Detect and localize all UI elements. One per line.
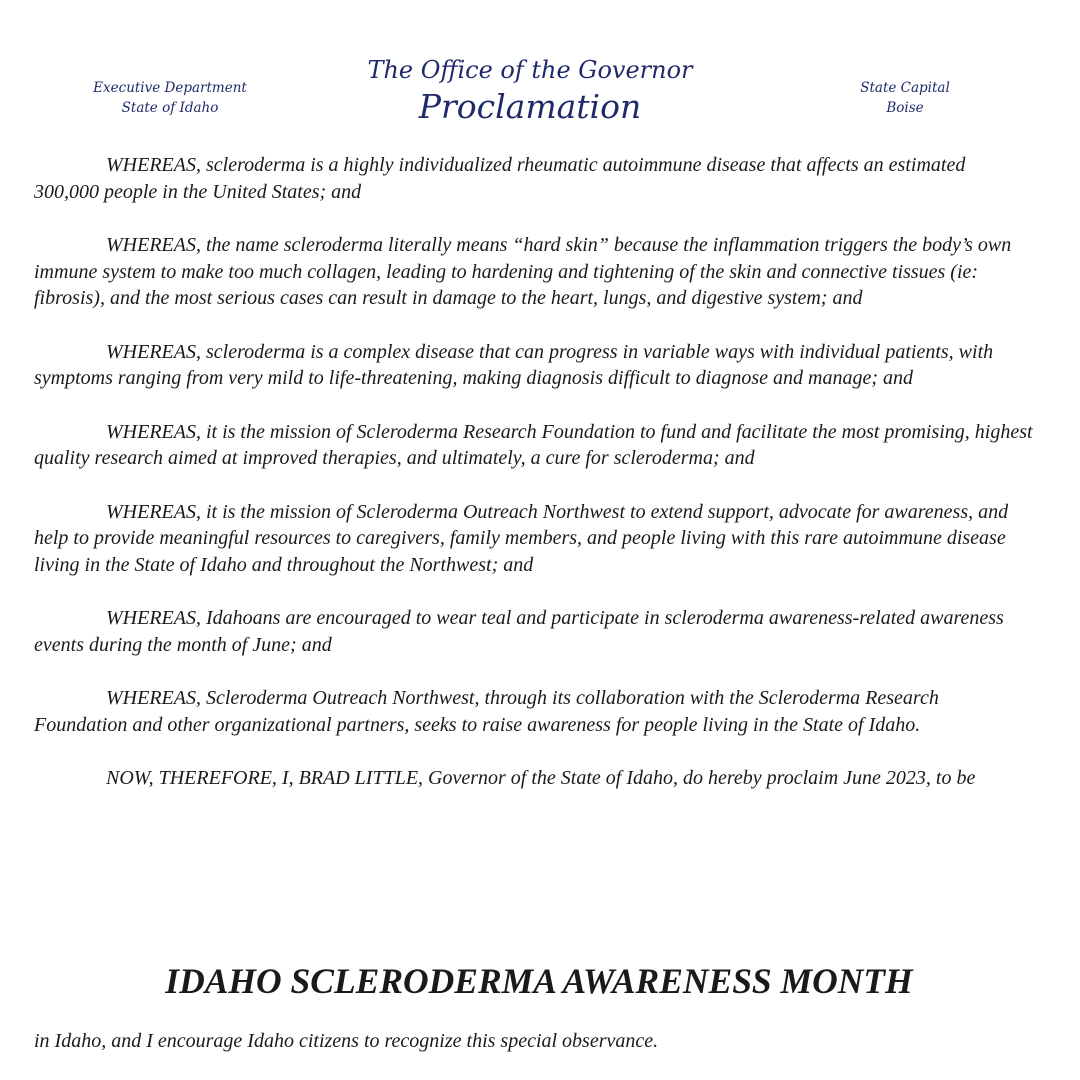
state-capital-label xyxy=(820,78,990,118)
governor-office-heading xyxy=(320,54,740,128)
office-title: The Office of the Governor xyxy=(367,56,693,84)
whereas-paragraph: WHEREAS, it is the mission of Scleroderma Research Foundation to fund and facilitate the most promising, highest quality research aimed at improved therapies, and ultimately, a cure for scleroderma; and xyxy=(34,420,1033,469)
proclamation-title: Proclamation xyxy=(418,87,642,126)
boise-line: Boise xyxy=(886,100,924,116)
whereas-paragraph: WHEREAS, Idahoans are encouraged to wear teal and participate in scleroderma awareness-related awareness events during the month of June; and xyxy=(34,607,1004,656)
executive-department-label xyxy=(60,78,280,118)
executive-department-line: Executive Department xyxy=(93,80,247,96)
now-therefore-paragraph: NOW, THEREFORE, I, BRAD LITTLE, Governor of the State of Idaho, do hereby proclaim June 2023, to be xyxy=(106,767,976,789)
whereas-paragraph: WHEREAS, scleroderma is a complex disease that can progress in variable ways with individual patients, with symptoms ranging from very mild to life-threatening, making diagnosis difficult to diagnose and manage; and xyxy=(34,340,994,389)
awareness-month-headline: IDAHO SCLERODERMA AWARENESS MONTH xyxy=(165,961,913,1001)
state-of-idaho-line: State of Idaho xyxy=(121,100,219,116)
closing-statement: in Idaho, and I encourage Idaho citizens to recognize this special observance. xyxy=(34,1030,659,1052)
whereas-paragraph: WHEREAS, it is the mission of Scleroderma Outreach Northwest to extend support, advocate for awareness, and help to provide meaningful resources to caregivers, family members, and people living with this rare autoimmune disease living in the State of Idaho and throughout the Northwest; and xyxy=(34,500,1009,576)
state-capital-line: State Capital xyxy=(860,80,950,96)
whereas-paragraph: WHEREAS, the name scleroderma literally means “hard skin” because the inflammation triggers the body’s own immune system to make too much collagen, leading to hardening and tightening of the skin and connective tissues (ie: fibrosis), and the most serious cases can result in damage to the heart, lungs, and digestive system; and xyxy=(34,234,1012,309)
whereas-paragraph: WHEREAS, Scleroderma Outreach Northwest, through its collaboration with the Scleroderma Research Foundation and other organizational partners, seeks to raise awareness for people living in the State of Idaho. xyxy=(34,687,939,736)
whereas-paragraph: WHEREAS, scleroderma is a highly individualized rheumatic autoimmune disease that affects an estimated 300,000 people in the United States; and xyxy=(34,154,966,203)
proclamation-body xyxy=(34,152,1034,792)
